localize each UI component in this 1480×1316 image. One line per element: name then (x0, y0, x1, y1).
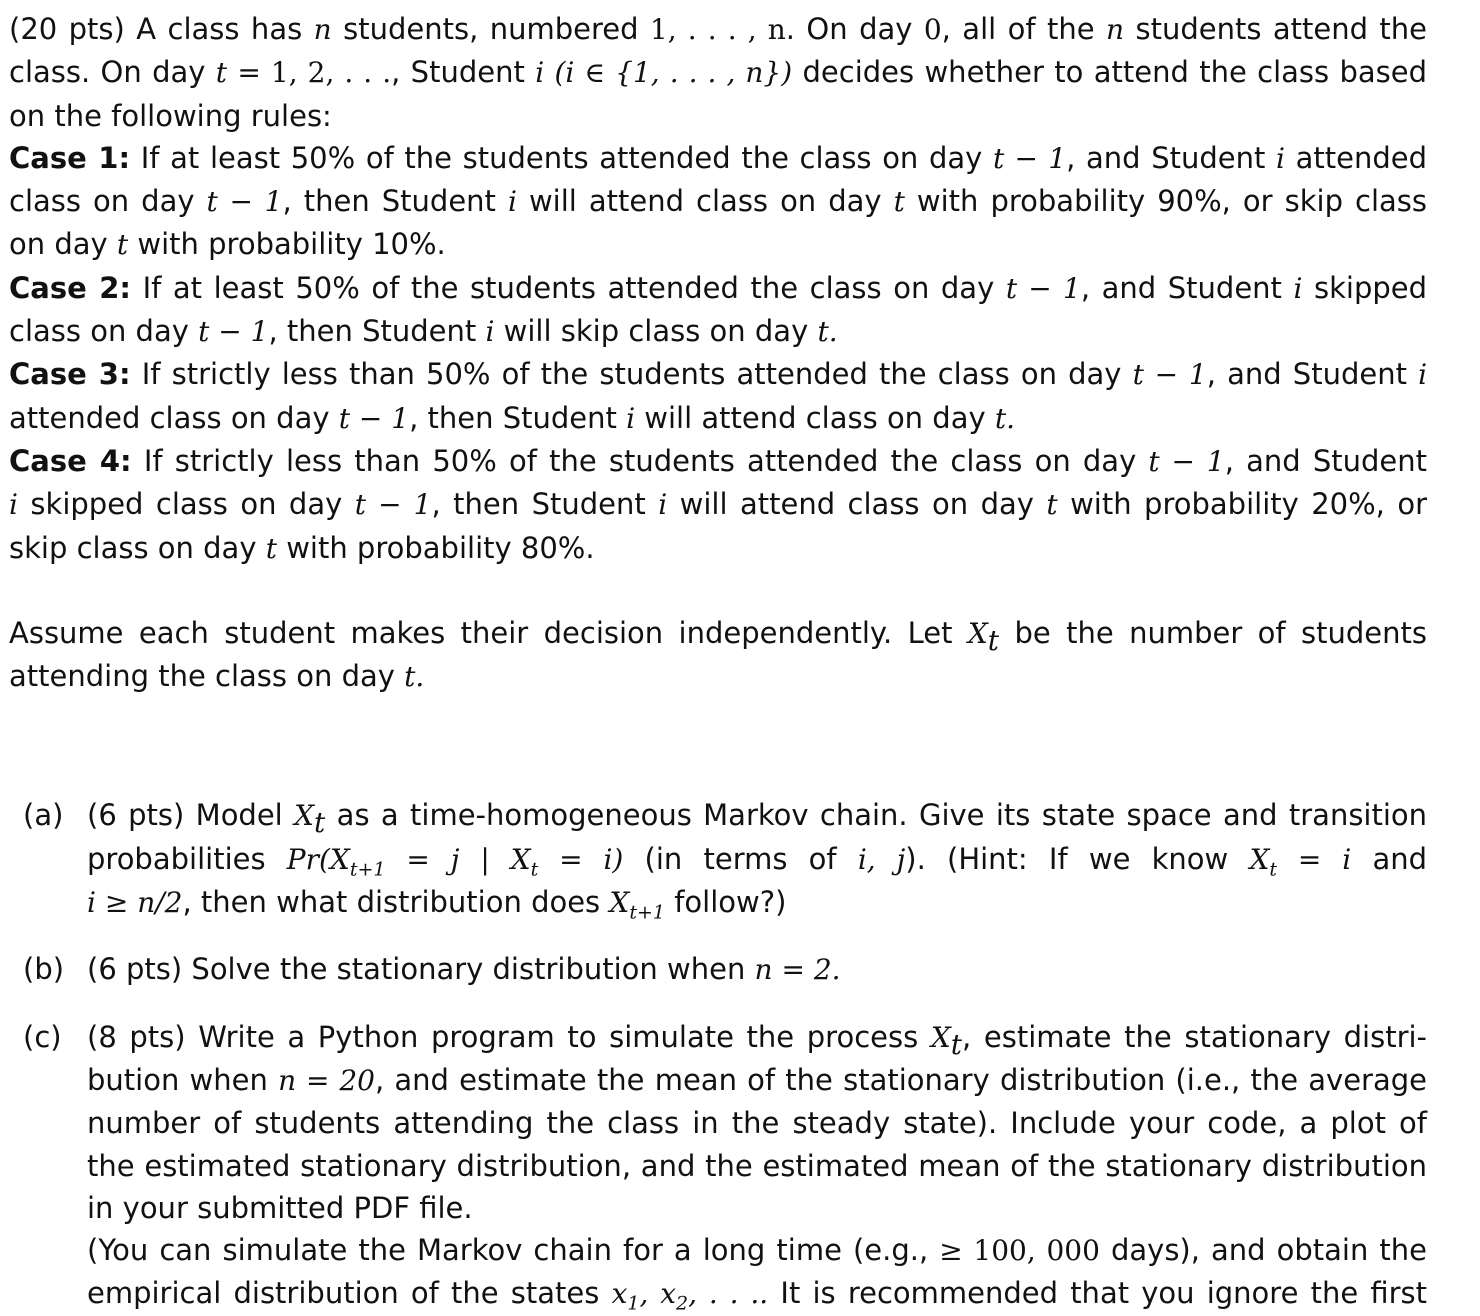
problem-document (9, 8, 1427, 1316)
case-2-label: Case 2: (9, 270, 131, 305)
part-b-label: (b) (23, 952, 65, 987)
intro-line-3: on the following rules: (9, 98, 332, 133)
part-c-label: (c) (23, 1019, 62, 1054)
spacer (9, 698, 1427, 794)
case-4-label: Case 4: (9, 443, 132, 478)
intro-line-1: (20 pts) A class has n students, numbered 1, . . . , n. On day 0, all of the n students attend the (9, 12, 1428, 46)
spacer (9, 924, 1427, 948)
case-2: Case 2: If at least 50% of the students attended the class on day t − 1, and Student i skipped class on day t − 1, then Student i will skip class on day t. (9, 270, 1428, 349)
case-4: Case 4: If strictly less than 50% of the students attended the class on day t − 1, and Student i skipped class on day t − 1, then Student i will attend class on day t with probability 20%, or skip class on day t with probability 80%. (9, 443, 1428, 565)
part-c: (c) (8 pts) Write a Python program to simulate the process $X_t$, estimate the stationary distri- bution when n = 20, and estimate the mean of the stationary distribution (i.e., the average number of students attending the class in the steady state). Include your code, a plot of the estimated stationary distribution, and the estimated mean of the stationary distribution in your submitted PDF file. (You can simulate the Markov chain for a long time (e.g., ≥ 100, 000 days), and obtain the empirical distribution of the states $x_1$, $x_2$, . . .. It is recommended that you ignore the first (9, 1016, 1427, 1316)
assumption-paragraph: Assume each student makes their decision independently. Let $X_t$ be the number of students attending the class on day t. (9, 615, 1427, 694)
case-3-label: Case 3: (9, 357, 131, 392)
spacer (9, 570, 1427, 612)
case-1-label: Case 1: (9, 140, 131, 175)
intro-paragraph (9, 8, 1427, 137)
case-1: Case 1: If at least 50% of the students attended the class on day t − 1, and Student i attended class on day t − 1, then Student i will attend class on day t with probability 90%, or skip class on day t with probability 10%. (9, 140, 1428, 262)
part-a-label: (a) (23, 798, 64, 833)
spacer (9, 992, 1427, 1016)
transition-probability: $Pr(X_{t+1} = j$ | $X_t = i$) (286, 842, 624, 881)
student-range: 1, . . . , n (649, 13, 786, 46)
part-a: (a) (6 pts) Model $X_t$ as a time-homogeneous Markov chain. Give its state space and transition probabilities $Pr(X_{t+1} = j$ | $X_t = i$) (in terms of i, j). (Hint: If we know $X_t = i$ and i ≥ n/2, then what distribution does $X_{t+1}$ follow?) (9, 794, 1427, 924)
intro-line-2: class. On day t = 1, 2, . . ., Student i (i ∈ {1, . . . , n}) decides whether to attend the class based (9, 55, 1428, 90)
part-b: (b) (6 pts) Solve the stationary distribution when n = 2. (9, 948, 1427, 991)
case-3: Case 3: If strictly less than 50% of the students attended the class on day t − 1, and Student i attended class on day t − 1, then Student i will attend class on day t. (9, 357, 1428, 435)
